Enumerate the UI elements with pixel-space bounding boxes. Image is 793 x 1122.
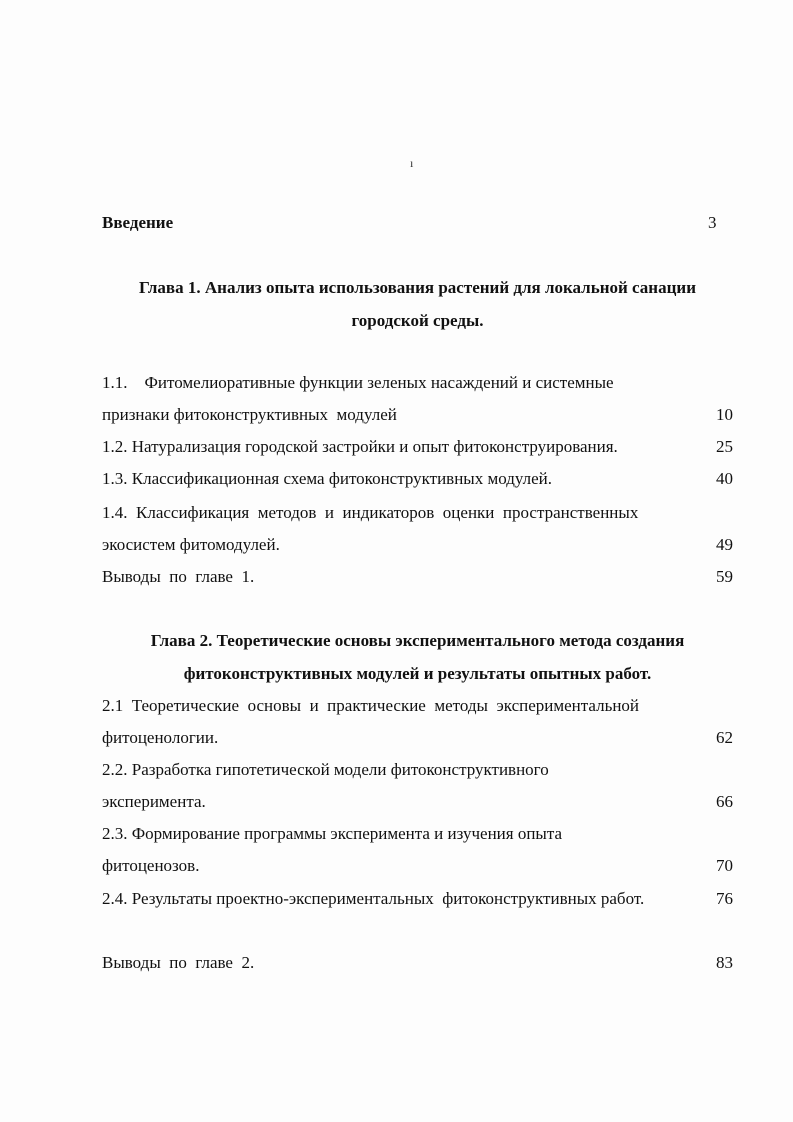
toc-entry-title: экосистем фитомодулей.	[102, 535, 280, 554]
toc-entry-title: 1.3. Классификационная схема фитоконструктивных модулей.	[102, 469, 553, 488]
toc-entry-page: 3	[708, 213, 717, 232]
toc-entry-page: 59	[716, 567, 733, 586]
toc-entry-title: Введение	[102, 213, 174, 232]
toc-entry-title: 1.1. Фитомелиоративные функции зеленых насаждений и системные	[102, 373, 614, 392]
chapter-2-heading-line-1: Глава 2. Теоретические основы экспериментального метода создания	[150, 631, 685, 650]
toc-entry-title: 2.4. Результаты проектно-экспериментальных фитоконструктивных работ.	[102, 889, 645, 908]
chapter-2-heading-line-2: фитоконструктивных модулей и результаты опытных работ.	[183, 664, 652, 683]
toc-entry-title: фитоценозов.	[102, 856, 200, 875]
toc-entry-title: Выводы по главе 2.	[102, 953, 255, 972]
toc-entry-page: 76	[716, 889, 733, 908]
chapter-1-heading-line-1: Глава 1. Анализ опыта использования растений для локальной санации	[139, 278, 696, 297]
toc-entry-title: признаки фитоконструктивных модулей	[102, 405, 397, 424]
toc-entry-title: эксперимента.	[102, 792, 206, 811]
toc-entry-title: 2.2. Разработка гипотетической модели фитоконструктивного	[102, 760, 549, 779]
toc-entry-title: Выводы по главе 1.	[102, 567, 255, 586]
toc-entry-title: 1.2. Натурализация городской застройки и опыт фитоконструирования.	[102, 437, 618, 456]
page-mark: ı	[410, 156, 414, 170]
toc-entry-page: 10	[716, 405, 733, 424]
toc-entry-title: 1.4. Классификация методов и индикаторов оценки пространственных	[102, 503, 639, 522]
chapter-1-heading-line-2: городской среды.	[351, 311, 484, 330]
toc-entry-title: 2.3. Формирование программы эксперимента и изучения опыта	[102, 824, 563, 843]
toc-entry-page: 40	[716, 469, 733, 488]
toc-entry-page: 70	[716, 856, 733, 875]
toc-entry-page: 25	[716, 437, 733, 456]
toc-entry-title: 2.1 Теоретические основы и практические методы экспериментальной	[102, 696, 640, 715]
toc-entry-page: 62	[716, 728, 733, 747]
toc-entry-page: 66	[716, 792, 733, 811]
toc-entry-title: фитоценологии.	[102, 728, 219, 747]
toc-entry-page: 83	[716, 953, 733, 972]
toc-entry-page: 49	[716, 535, 733, 554]
